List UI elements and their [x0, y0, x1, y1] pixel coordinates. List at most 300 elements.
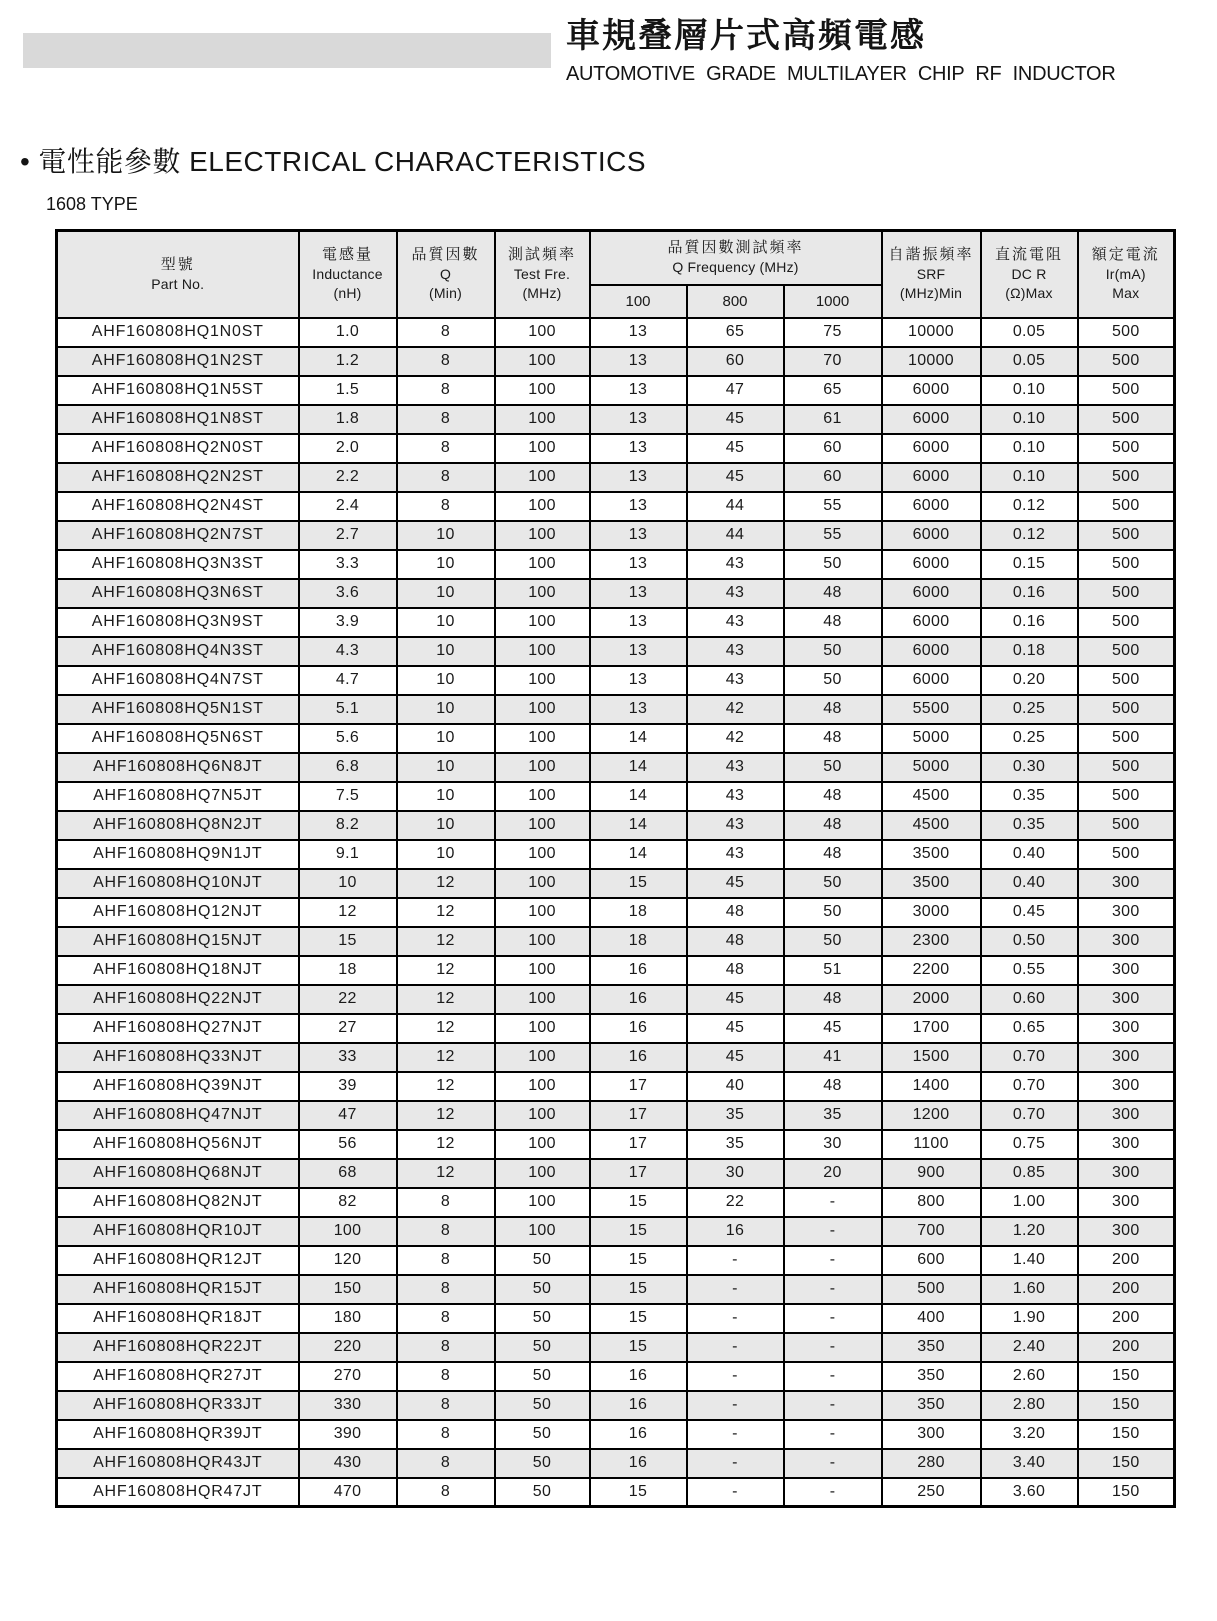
value-cell: 300: [1078, 898, 1175, 927]
value-cell: -: [687, 1449, 784, 1478]
value-cell: 50: [495, 1391, 590, 1420]
value-cell: 100: [495, 985, 590, 1014]
value-cell: -: [687, 1362, 784, 1391]
ir-label-unit: Max: [1112, 285, 1140, 302]
value-cell: 900: [882, 1159, 981, 1188]
value-cell: 0.70: [981, 1072, 1078, 1101]
part-no-cell: AHF160808HQR22JT: [57, 1333, 299, 1362]
value-cell: 55: [784, 521, 882, 550]
value-cell: 65: [687, 318, 784, 347]
value-cell: 50: [784, 927, 882, 956]
value-cell: 13: [590, 347, 687, 376]
table-row: [57, 1449, 1175, 1478]
part-no-cell: AHF160808HQ4N3ST: [57, 637, 299, 666]
value-cell: 48: [784, 695, 882, 724]
value-cell: -: [687, 1246, 784, 1275]
value-cell: 0.70: [981, 1043, 1078, 1072]
value-cell: -: [784, 1362, 882, 1391]
value-cell: 100: [495, 695, 590, 724]
value-cell: 50: [495, 1275, 590, 1304]
value-cell: 12: [397, 1130, 495, 1159]
value-cell: 500: [1078, 376, 1175, 405]
part-no-cell: AHF160808HQ8N2JT: [57, 811, 299, 840]
value-cell: 50: [784, 666, 882, 695]
test-fre-label-unit: (MHz): [522, 285, 562, 302]
value-cell: 800: [882, 1188, 981, 1217]
value-cell: -: [784, 1217, 882, 1246]
value-cell: 12: [397, 869, 495, 898]
value-cell: 55: [784, 492, 882, 521]
value-cell: 10: [397, 724, 495, 753]
part-no-cell: AHF160808HQ39NJT: [57, 1072, 299, 1101]
value-cell: 15: [590, 1333, 687, 1362]
value-cell: 100: [495, 521, 590, 550]
value-cell: 13: [590, 666, 687, 695]
part-no-cell: AHF160808HQ56NJT: [57, 1130, 299, 1159]
value-cell: 50: [784, 550, 882, 579]
value-cell: 100: [495, 1101, 590, 1130]
value-cell: 0.55: [981, 956, 1078, 985]
value-cell: 12: [397, 898, 495, 927]
value-cell: 0.65: [981, 1014, 1078, 1043]
value-cell: 16: [590, 1362, 687, 1391]
value-cell: 22: [299, 985, 397, 1014]
value-cell: 2.60: [981, 1362, 1078, 1391]
value-cell: 300: [1078, 1043, 1175, 1072]
part-no-cell: AHF160808HQ2N0ST: [57, 434, 299, 463]
q-label-cjk: 品質因數: [411, 246, 480, 264]
part-no-cell: AHF160808HQ1N0ST: [57, 318, 299, 347]
value-cell: 10: [397, 637, 495, 666]
value-cell: 8: [397, 1246, 495, 1275]
value-cell: 65: [784, 376, 882, 405]
srf-label-en: SRF: [916, 266, 946, 283]
value-cell: 12: [397, 1043, 495, 1072]
value-cell: 100: [495, 811, 590, 840]
value-cell: 20: [784, 1159, 882, 1188]
value-cell: 10: [299, 869, 397, 898]
value-cell: 13: [590, 376, 687, 405]
value-cell: 13: [590, 521, 687, 550]
value-cell: 500: [1078, 434, 1175, 463]
inductance-label-en: Inductance: [312, 266, 383, 283]
value-cell: 68: [299, 1159, 397, 1188]
value-cell: 0.25: [981, 695, 1078, 724]
value-cell: 18: [299, 956, 397, 985]
value-cell: 50: [495, 1449, 590, 1478]
value-cell: 4.3: [299, 637, 397, 666]
value-cell: 100: [495, 405, 590, 434]
part-no-cell: AHF160808HQ9N1JT: [57, 840, 299, 869]
part-no-cell: AHF160808HQ47NJT: [57, 1101, 299, 1130]
value-cell: 350: [882, 1333, 981, 1362]
value-cell: 100: [495, 318, 590, 347]
value-cell: 16: [590, 1420, 687, 1449]
value-cell: 6000: [882, 434, 981, 463]
value-cell: 1.60: [981, 1275, 1078, 1304]
value-cell: -: [784, 1246, 882, 1275]
value-cell: 35: [687, 1101, 784, 1130]
value-cell: 400: [882, 1304, 981, 1333]
value-cell: 8: [397, 1275, 495, 1304]
value-cell: 10: [397, 608, 495, 637]
value-cell: 50: [495, 1333, 590, 1362]
value-cell: 100: [495, 1043, 590, 1072]
value-cell: 150: [1078, 1362, 1175, 1391]
value-cell: 1.90: [981, 1304, 1078, 1333]
col-header-test-fre: [495, 231, 590, 318]
value-cell: 500: [1078, 840, 1175, 869]
value-cell: 100: [495, 898, 590, 927]
part-no-cell: AHF160808HQR12JT: [57, 1246, 299, 1275]
part-no-cell: AHF160808HQR15JT: [57, 1275, 299, 1304]
value-cell: 43: [687, 579, 784, 608]
value-cell: 13: [590, 318, 687, 347]
value-cell: -: [687, 1275, 784, 1304]
value-cell: 82: [299, 1188, 397, 1217]
value-cell: 5000: [882, 724, 981, 753]
part-no-cell: AHF160808HQR33JT: [57, 1391, 299, 1420]
value-cell: 13: [590, 608, 687, 637]
value-cell: 1.5: [299, 376, 397, 405]
value-cell: 15: [590, 1188, 687, 1217]
value-cell: 150: [1078, 1449, 1175, 1478]
value-cell: 1.2: [299, 347, 397, 376]
value-cell: 44: [687, 521, 784, 550]
value-cell: 2000: [882, 985, 981, 1014]
part-no-cell: AHF160808HQ5N1ST: [57, 695, 299, 724]
value-cell: 50: [495, 1478, 590, 1507]
part-no-cell: AHF160808HQ1N5ST: [57, 376, 299, 405]
part-no-cell: AHF160808HQ68NJT: [57, 1159, 299, 1188]
value-cell: 43: [687, 608, 784, 637]
test-fre-label-cjk: 測試頻率: [507, 246, 576, 264]
value-cell: 150: [299, 1275, 397, 1304]
table-row: [57, 811, 1175, 840]
value-cell: 1.8: [299, 405, 397, 434]
value-cell: 100: [495, 724, 590, 753]
value-cell: 200: [1078, 1275, 1175, 1304]
part-no-cell: AHF160808HQ82NJT: [57, 1188, 299, 1217]
table-row: [57, 985, 1175, 1014]
value-cell: 100: [495, 840, 590, 869]
value-cell: 1200: [882, 1101, 981, 1130]
value-cell: 48: [687, 956, 784, 985]
value-cell: 180: [299, 1304, 397, 1333]
table-row: [57, 869, 1175, 898]
value-cell: 14: [590, 782, 687, 811]
table-row: [57, 1420, 1175, 1449]
value-cell: 100: [495, 1014, 590, 1043]
value-cell: 56: [299, 1130, 397, 1159]
value-cell: 300: [1078, 1159, 1175, 1188]
part-no-cell: AHF160808HQ6N8JT: [57, 753, 299, 782]
value-cell: 8: [397, 463, 495, 492]
table-row: [57, 1130, 1175, 1159]
value-cell: 45: [687, 869, 784, 898]
value-cell: 30: [784, 1130, 882, 1159]
table-body: [57, 318, 1175, 1507]
value-cell: 50: [784, 637, 882, 666]
value-cell: 39: [299, 1072, 397, 1101]
value-cell: 0.05: [981, 318, 1078, 347]
value-cell: 10000: [882, 318, 981, 347]
value-cell: 45: [687, 463, 784, 492]
value-cell: 0.45: [981, 898, 1078, 927]
value-cell: 2200: [882, 956, 981, 985]
value-cell: 15: [590, 1217, 687, 1246]
value-cell: 43: [687, 840, 784, 869]
value-cell: 3500: [882, 869, 981, 898]
value-cell: 280: [882, 1449, 981, 1478]
value-cell: 100: [495, 463, 590, 492]
value-cell: -: [784, 1420, 882, 1449]
part-no-cell: AHF160808HQ27NJT: [57, 1014, 299, 1043]
dcr-label-unit: (Ω)Max: [1005, 285, 1053, 302]
value-cell: 390: [299, 1420, 397, 1449]
value-cell: 12: [397, 956, 495, 985]
value-cell: 100: [495, 956, 590, 985]
table-row: [57, 753, 1175, 782]
value-cell: 500: [1078, 550, 1175, 579]
value-cell: 43: [687, 666, 784, 695]
value-cell: 100: [495, 1130, 590, 1159]
value-cell: 100: [495, 869, 590, 898]
part-no-cell: AHF160808HQ18NJT: [57, 956, 299, 985]
part-no-cell: AHF160808HQ2N4ST: [57, 492, 299, 521]
value-cell: 13: [590, 434, 687, 463]
value-cell: 33: [299, 1043, 397, 1072]
table-header: [57, 231, 1175, 318]
table-row: [57, 666, 1175, 695]
value-cell: 8: [397, 1449, 495, 1478]
table-row: [57, 1014, 1175, 1043]
value-cell: -: [687, 1391, 784, 1420]
value-cell: 300: [1078, 1072, 1175, 1101]
value-cell: 13: [590, 695, 687, 724]
part-no-cell: AHF160808HQR43JT: [57, 1449, 299, 1478]
col-header-q: [397, 231, 495, 318]
value-cell: 15: [590, 1246, 687, 1275]
table-row: [57, 318, 1175, 347]
value-cell: -: [687, 1478, 784, 1507]
table-row: [57, 1043, 1175, 1072]
value-cell: 0.35: [981, 811, 1078, 840]
inductance-label-cjk: 電感量: [321, 246, 373, 264]
value-cell: 42: [687, 724, 784, 753]
value-cell: 70: [784, 347, 882, 376]
value-cell: 100: [299, 1217, 397, 1246]
value-cell: 0.60: [981, 985, 1078, 1014]
value-cell: 45: [687, 1014, 784, 1043]
value-cell: 8: [397, 1420, 495, 1449]
value-cell: 10: [397, 579, 495, 608]
value-cell: 0.12: [981, 492, 1078, 521]
srf-label-cjk: 自諧振頻率: [888, 246, 974, 264]
value-cell: -: [784, 1188, 882, 1217]
value-cell: 13: [590, 463, 687, 492]
value-cell: 50: [495, 1362, 590, 1391]
value-cell: 48: [784, 724, 882, 753]
col-header-srf: [882, 231, 981, 318]
value-cell: 0.35: [981, 782, 1078, 811]
value-cell: 22: [687, 1188, 784, 1217]
value-cell: 47: [687, 376, 784, 405]
value-cell: 8: [397, 1362, 495, 1391]
table-row: [57, 637, 1175, 666]
value-cell: 6000: [882, 579, 981, 608]
table-row: [57, 840, 1175, 869]
col-header-dcr: [981, 231, 1078, 318]
value-cell: 500: [1078, 521, 1175, 550]
value-cell: 5500: [882, 695, 981, 724]
value-cell: 45: [687, 405, 784, 434]
table-row: [57, 1072, 1175, 1101]
value-cell: 1.0: [299, 318, 397, 347]
value-cell: 100: [495, 1217, 590, 1246]
page-subtitle-en: AUTOMOTIVE GRADE MULTILAYER CHIP RF INDUCTOR: [566, 63, 1116, 85]
value-cell: 0.10: [981, 463, 1078, 492]
value-cell: 3.40: [981, 1449, 1078, 1478]
value-cell: 0.10: [981, 405, 1078, 434]
value-cell: 12: [397, 1159, 495, 1188]
q-label-en: Q: [439, 266, 452, 283]
value-cell: 3.60: [981, 1478, 1078, 1507]
value-cell: 1700: [882, 1014, 981, 1043]
value-cell: 10: [397, 840, 495, 869]
value-cell: 100: [495, 579, 590, 608]
value-cell: 13: [590, 550, 687, 579]
table-row: [57, 608, 1175, 637]
value-cell: 0.12: [981, 521, 1078, 550]
value-cell: 6000: [882, 492, 981, 521]
table-row: [57, 521, 1175, 550]
value-cell: 700: [882, 1217, 981, 1246]
table-row: [57, 782, 1175, 811]
value-cell: 300: [1078, 1130, 1175, 1159]
value-cell: 300: [1078, 927, 1175, 956]
value-cell: 500: [1078, 579, 1175, 608]
value-cell: 10: [397, 782, 495, 811]
value-cell: 100: [495, 637, 590, 666]
value-cell: 470: [299, 1478, 397, 1507]
table-row: [57, 1246, 1175, 1275]
value-cell: 16: [687, 1217, 784, 1246]
value-cell: 10000: [882, 347, 981, 376]
part-no-cell: AHF160808HQR27JT: [57, 1362, 299, 1391]
value-cell: 43: [687, 637, 784, 666]
value-cell: 3000: [882, 898, 981, 927]
sub-header-800mhz: 800: [687, 285, 784, 318]
section-heading: [20, 140, 646, 180]
table-row: [57, 1333, 1175, 1362]
value-cell: 100: [495, 347, 590, 376]
value-cell: 100: [495, 434, 590, 463]
value-cell: 13: [590, 637, 687, 666]
part-no-cell: AHF160808HQ10NJT: [57, 869, 299, 898]
value-cell: 16: [590, 1014, 687, 1043]
part-no-cell: AHF160808HQ3N9ST: [57, 608, 299, 637]
value-cell: 60: [687, 347, 784, 376]
value-cell: 6000: [882, 608, 981, 637]
value-cell: 300: [882, 1420, 981, 1449]
value-cell: 2.0: [299, 434, 397, 463]
value-cell: 50: [784, 898, 882, 927]
value-cell: 27: [299, 1014, 397, 1043]
value-cell: 15: [590, 1275, 687, 1304]
section-heading-text: 電性能參數 ELECTRICAL CHARACTERISTICS: [38, 146, 647, 177]
value-cell: 60: [784, 434, 882, 463]
type-label: 1608 TYPE: [46, 194, 138, 214]
value-cell: 12: [299, 898, 397, 927]
value-cell: 150: [1078, 1478, 1175, 1507]
value-cell: 2.4: [299, 492, 397, 521]
table-row: [57, 1101, 1175, 1130]
value-cell: 100: [495, 927, 590, 956]
part-no-cell: AHF160808HQ15NJT: [57, 927, 299, 956]
test-fre-label-en: Test Fre.: [513, 266, 571, 283]
value-cell: 43: [687, 550, 784, 579]
ir-label-en: Ir(mA): [1105, 266, 1146, 283]
value-cell: 8: [397, 492, 495, 521]
bullet-icon: •: [20, 146, 31, 177]
value-cell: 3.20: [981, 1420, 1078, 1449]
q-frequency-label-en: Q Frequency (MHz): [672, 259, 799, 276]
value-cell: 500: [1078, 492, 1175, 521]
value-cell: 500: [1078, 666, 1175, 695]
q-frequency-label-cjk: 品質因數測試頻率: [667, 239, 804, 257]
value-cell: 12: [397, 1072, 495, 1101]
ir-label-cjk: 額定電流: [1091, 246, 1160, 264]
value-cell: -: [784, 1275, 882, 1304]
part-no-cell: AHF160808HQR18JT: [57, 1304, 299, 1333]
value-cell: 100: [495, 1159, 590, 1188]
value-cell: -: [687, 1304, 784, 1333]
table-row: [57, 434, 1175, 463]
value-cell: 2.80: [981, 1391, 1078, 1420]
part-no-label-en: Part No.: [151, 275, 205, 292]
value-cell: 300: [1078, 869, 1175, 898]
part-no-cell: AHF160808HQ22NJT: [57, 985, 299, 1014]
value-cell: 16: [590, 1391, 687, 1420]
table-row: [57, 695, 1175, 724]
value-cell: 270: [299, 1362, 397, 1391]
part-no-cell: AHF160808HQ3N6ST: [57, 579, 299, 608]
table-row: [57, 1304, 1175, 1333]
title-block: [566, 8, 1206, 86]
value-cell: 8.2: [299, 811, 397, 840]
value-cell: 5.6: [299, 724, 397, 753]
table-row: [57, 405, 1175, 434]
value-cell: 500: [1078, 347, 1175, 376]
table-row: [57, 1478, 1175, 1507]
value-cell: 350: [882, 1391, 981, 1420]
part-no-cell: AHF160808HQR47JT: [57, 1478, 299, 1507]
value-cell: -: [784, 1449, 882, 1478]
value-cell: 500: [1078, 637, 1175, 666]
value-cell: 600: [882, 1246, 981, 1275]
value-cell: 500: [1078, 782, 1175, 811]
col-header-inductance: [299, 231, 397, 318]
value-cell: 48: [784, 579, 882, 608]
value-cell: 300: [1078, 1014, 1175, 1043]
value-cell: 17: [590, 1159, 687, 1188]
value-cell: 40: [687, 1072, 784, 1101]
value-cell: 35: [784, 1101, 882, 1130]
value-cell: 17: [590, 1130, 687, 1159]
value-cell: 48: [784, 811, 882, 840]
value-cell: 14: [590, 811, 687, 840]
